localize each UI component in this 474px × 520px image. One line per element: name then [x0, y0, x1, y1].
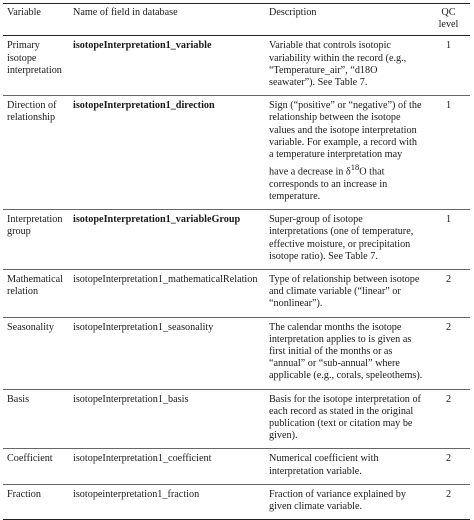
- header-row: [3, 4, 470, 36]
- cell-variable: Fraction: [3, 484, 69, 519]
- table-row: [3, 270, 470, 318]
- cell-variable: Primary isotope interpretation: [3, 36, 69, 96]
- cell-qc-level: 2: [427, 317, 470, 389]
- cell-field-name: isotopeInterpretation1_direction: [69, 96, 265, 210]
- header-qc-level: QC level: [427, 4, 470, 36]
- cell-description: Fraction of variance explained by given climate variable.: [265, 484, 427, 519]
- header-variable: Variable: [3, 4, 69, 36]
- cell-field-name: isotopeInterpretation1_mathematicalRelation: [69, 270, 265, 318]
- cell-description: Type of relationship between isotope and climate variable (“linear” or “nonlinear”).: [265, 270, 427, 318]
- table-row: [3, 36, 470, 96]
- cell-variable: Direction of relationship: [3, 96, 69, 210]
- table-row: [3, 389, 470, 449]
- data-table: [3, 3, 470, 520]
- cell-field-name: isotopeInterpretation1_variable: [69, 36, 265, 96]
- table-row: [3, 210, 470, 270]
- cell-variable: Mathematical relation: [3, 270, 69, 318]
- cell-description: Variable that controls isotopic variability within the record (e.g., “Temperature_air”, “d18O seawater”). See Table 7.: [265, 36, 427, 96]
- cell-variable: Interpretation group: [3, 210, 69, 270]
- cell-field-name: isotopeInterpretation1_basis: [69, 389, 265, 449]
- cell-description: Basis for the isotope interpretation of each record as stated in the original publication (text or citation may be given).: [265, 389, 427, 449]
- cell-field-name: isotopeinterpretation1_fraction: [69, 484, 265, 519]
- cell-qc-level: 2: [427, 484, 470, 519]
- superscript: 18: [350, 162, 360, 173]
- table-row: [3, 449, 470, 484]
- cell-description: [265, 96, 427, 210]
- cell-variable: Coefficient: [3, 449, 69, 484]
- cell-description: Numerical coefficient with interpretation variable.: [265, 449, 427, 484]
- cell-qc-level: 2: [427, 270, 470, 318]
- header-field-name: Name of field in database: [69, 4, 265, 36]
- cell-description: Super-group of isotope interpretations (one of temperature, effective moisture, or precipitation isotope ratio). See Table 7.: [265, 210, 427, 270]
- cell-variable: Seasonality: [3, 317, 69, 389]
- description-text: O that corresponds to an increase in temperature.: [269, 166, 388, 203]
- cell-description: The calendar months the isotope interpretation applies to is given as first initial of the months or as “annual” or “sub-annual” where applicable (e.g., corals, speleothems).: [265, 317, 427, 389]
- cell-qc-level: 2: [427, 449, 470, 484]
- header-description: Description: [265, 4, 427, 36]
- cell-field-name: isotopeInterpretation1_variableGroup: [69, 210, 265, 270]
- table-row: [3, 317, 470, 389]
- cell-qc-level: 1: [427, 96, 470, 210]
- cell-qc-level: 1: [427, 210, 470, 270]
- cell-variable: Basis: [3, 389, 69, 449]
- description-text: Sign (“positive” or “negative”) of the relationship between the isotope values and the isotope interpretation variable. For example, a record with a temperature interpretation may have a decrease in δ: [269, 100, 422, 178]
- table-row: [3, 96, 470, 210]
- cell-qc-level: 2: [427, 389, 470, 449]
- cell-field-name: isotopeInterpretation1_coefficient: [69, 449, 265, 484]
- cell-qc-level: 1: [427, 36, 470, 96]
- cell-field-name: isotopeInterpretation1_seasonality: [69, 317, 265, 389]
- table-row: [3, 484, 470, 519]
